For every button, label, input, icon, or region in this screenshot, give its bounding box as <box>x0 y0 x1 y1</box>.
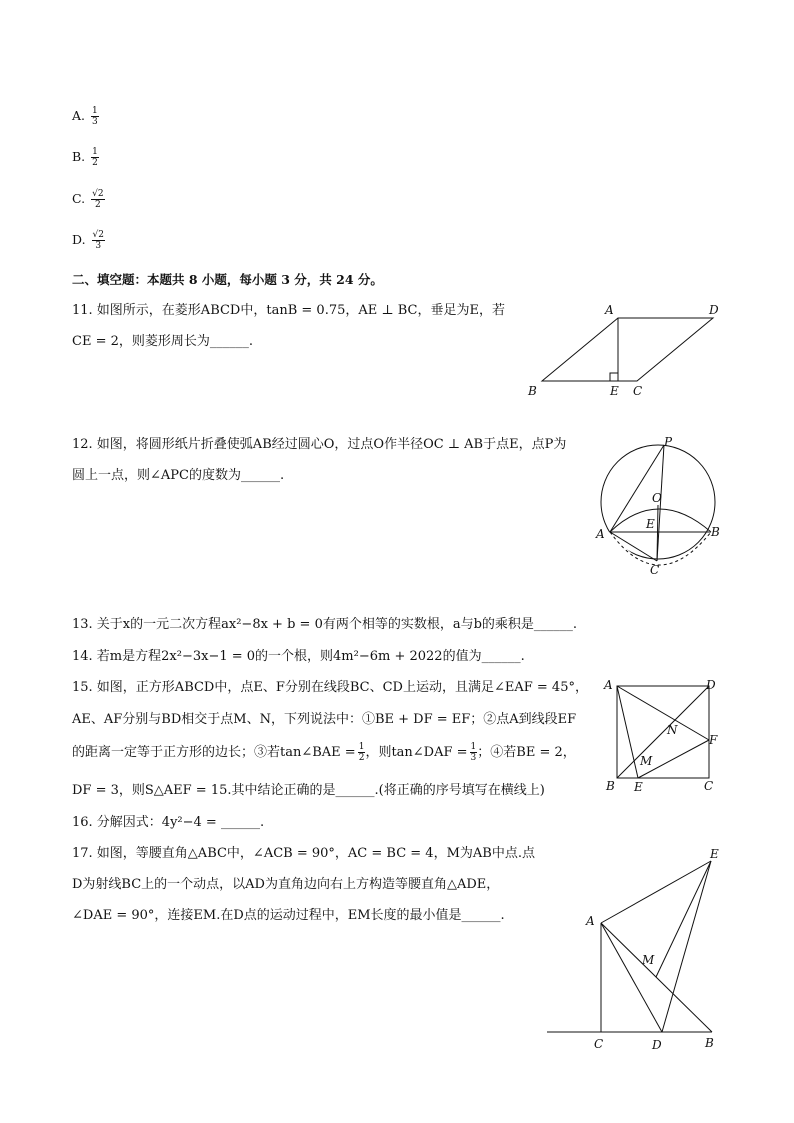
label-o: O <box>652 491 662 505</box>
label-b: B <box>711 525 720 539</box>
label-f: F <box>709 733 718 747</box>
option-fraction <box>91 106 99 127</box>
denominator: 2 <box>94 200 101 210</box>
label-a: A <box>604 678 613 692</box>
label-m: M <box>642 953 655 967</box>
label-e: E <box>610 384 619 398</box>
label-e: E <box>710 847 719 861</box>
option-a <box>72 106 99 127</box>
option-letter: A. <box>72 108 86 123</box>
numerator: 1 <box>358 742 365 752</box>
segment-ae <box>617 686 638 778</box>
right-angle-mark <box>610 373 618 381</box>
q14-text: 14. 若m是方程2x²−3x−1 = 0的一个根，则4m²−6m + 2022的值为______. <box>72 649 525 664</box>
segment-em <box>656 861 711 977</box>
option-c <box>72 189 105 210</box>
q15-line2: AE、AF分别与BD相交于点M、N，下列说法中：①BE + DF = EF；②点A到线段EF <box>72 712 577 727</box>
label-b: B <box>606 779 615 793</box>
denominator: 3 <box>95 241 102 251</box>
q15-line3 <box>72 742 576 763</box>
label-m: M <box>640 754 653 768</box>
option-d <box>72 230 105 251</box>
q15-square-figure <box>600 676 730 798</box>
section-heading: 二、填空题：本题共 8 小题，每小题 3 分，共 24 分。 <box>72 272 383 287</box>
label-n: N <box>667 723 678 737</box>
label-b: B <box>705 1036 714 1050</box>
q12-circle-figure <box>590 430 730 580</box>
segment-ae <box>601 861 711 923</box>
q17-line3: ∠DAE = 90°，连接EM.在D点的运动过程中，EM长度的最小值是______. <box>72 908 505 923</box>
segment-ab <box>601 923 712 1032</box>
label-a: A <box>605 303 614 317</box>
rhombus-abcd <box>542 318 713 381</box>
q17-line1: 17. 如图，等腰直角△ABC中，∠ACB = 90°，AC = BC = 4，M为AB中点.点 <box>72 846 535 861</box>
option-fraction <box>91 189 104 210</box>
q16-text: 16. 分解因式：4y²−4 = ______. <box>72 815 265 830</box>
option-letter: C. <box>72 191 86 206</box>
folded-arc-ab <box>610 509 711 532</box>
denominator: 3 <box>92 117 98 127</box>
numerator: √2 <box>92 230 105 240</box>
q11-line2: CE = 2，则菱形周长为______. <box>72 334 253 349</box>
option-fraction <box>91 147 99 168</box>
label-c: C <box>704 779 714 793</box>
label-a: A <box>586 914 595 928</box>
numerator: 1 <box>92 106 98 116</box>
q15-line3-part1: 的距离一定等于正方形的边长；③若tan∠BAE = <box>72 745 356 760</box>
q15-line4: DF = 3，则S△AEF = 15.其中结论正确的是______.(将正确的序号填写在横线上) <box>72 783 545 798</box>
q15-line3-part2: ，则tan∠DAF = <box>365 745 468 760</box>
label-p: P <box>664 435 673 449</box>
label-e: E <box>646 517 655 531</box>
denominator: 2 <box>92 158 98 168</box>
label-d: D <box>709 303 719 317</box>
q17-triangle-figure <box>540 843 730 1058</box>
q13-text: 13. 关于x的一元二次方程ax²−8x + b = 0有两个相等的实数根，a与b的乘积是______. <box>72 617 578 632</box>
option-letter: B. <box>72 149 86 164</box>
numerator: 1 <box>92 147 98 157</box>
q17-line2: D为射线BC上的一个动点，以AD为直角边向右上方构造等腰直角△ADE， <box>72 877 500 892</box>
option-letter: D. <box>72 232 86 247</box>
q12-line2: 圆上一点，则∠APC的度数为______. <box>72 468 285 483</box>
label-d: D <box>652 1038 662 1052</box>
label-d: D <box>706 678 716 692</box>
q11-line1: 11. 如图所示，在菱形ABCD中，tanB = 0.75，AE ⊥ BC，垂足为E，若 <box>72 303 505 318</box>
q15-line1: 15. 如图，正方形ABCD中，点E、F分别在线段BC、CD上运动，且满足∠EAF = 45°， <box>72 680 588 695</box>
label-e: E <box>634 780 643 794</box>
numerator: 1 <box>470 742 477 752</box>
label-c: C <box>594 1037 604 1051</box>
denominator: 2 <box>358 753 365 763</box>
segment-ap <box>610 445 664 532</box>
option-b <box>72 147 99 168</box>
q11-rhombus-figure <box>525 300 735 400</box>
segment-ad <box>601 923 662 1032</box>
denominator: 3 <box>470 753 477 763</box>
label-b: B <box>528 384 537 398</box>
numerator: √2 <box>92 189 104 199</box>
label-c: C <box>633 384 643 398</box>
label-a: A <box>596 527 605 541</box>
label-c: C <box>650 563 660 577</box>
option-fraction <box>92 230 105 251</box>
q12-line1: 12. 如图，将圆形纸片折叠使弧AB经过圆心O，过点O作半径OC ⊥ AB于点E，点P为 <box>72 437 567 452</box>
q15-line3-part3: ；④若BE = 2， <box>477 745 576 760</box>
